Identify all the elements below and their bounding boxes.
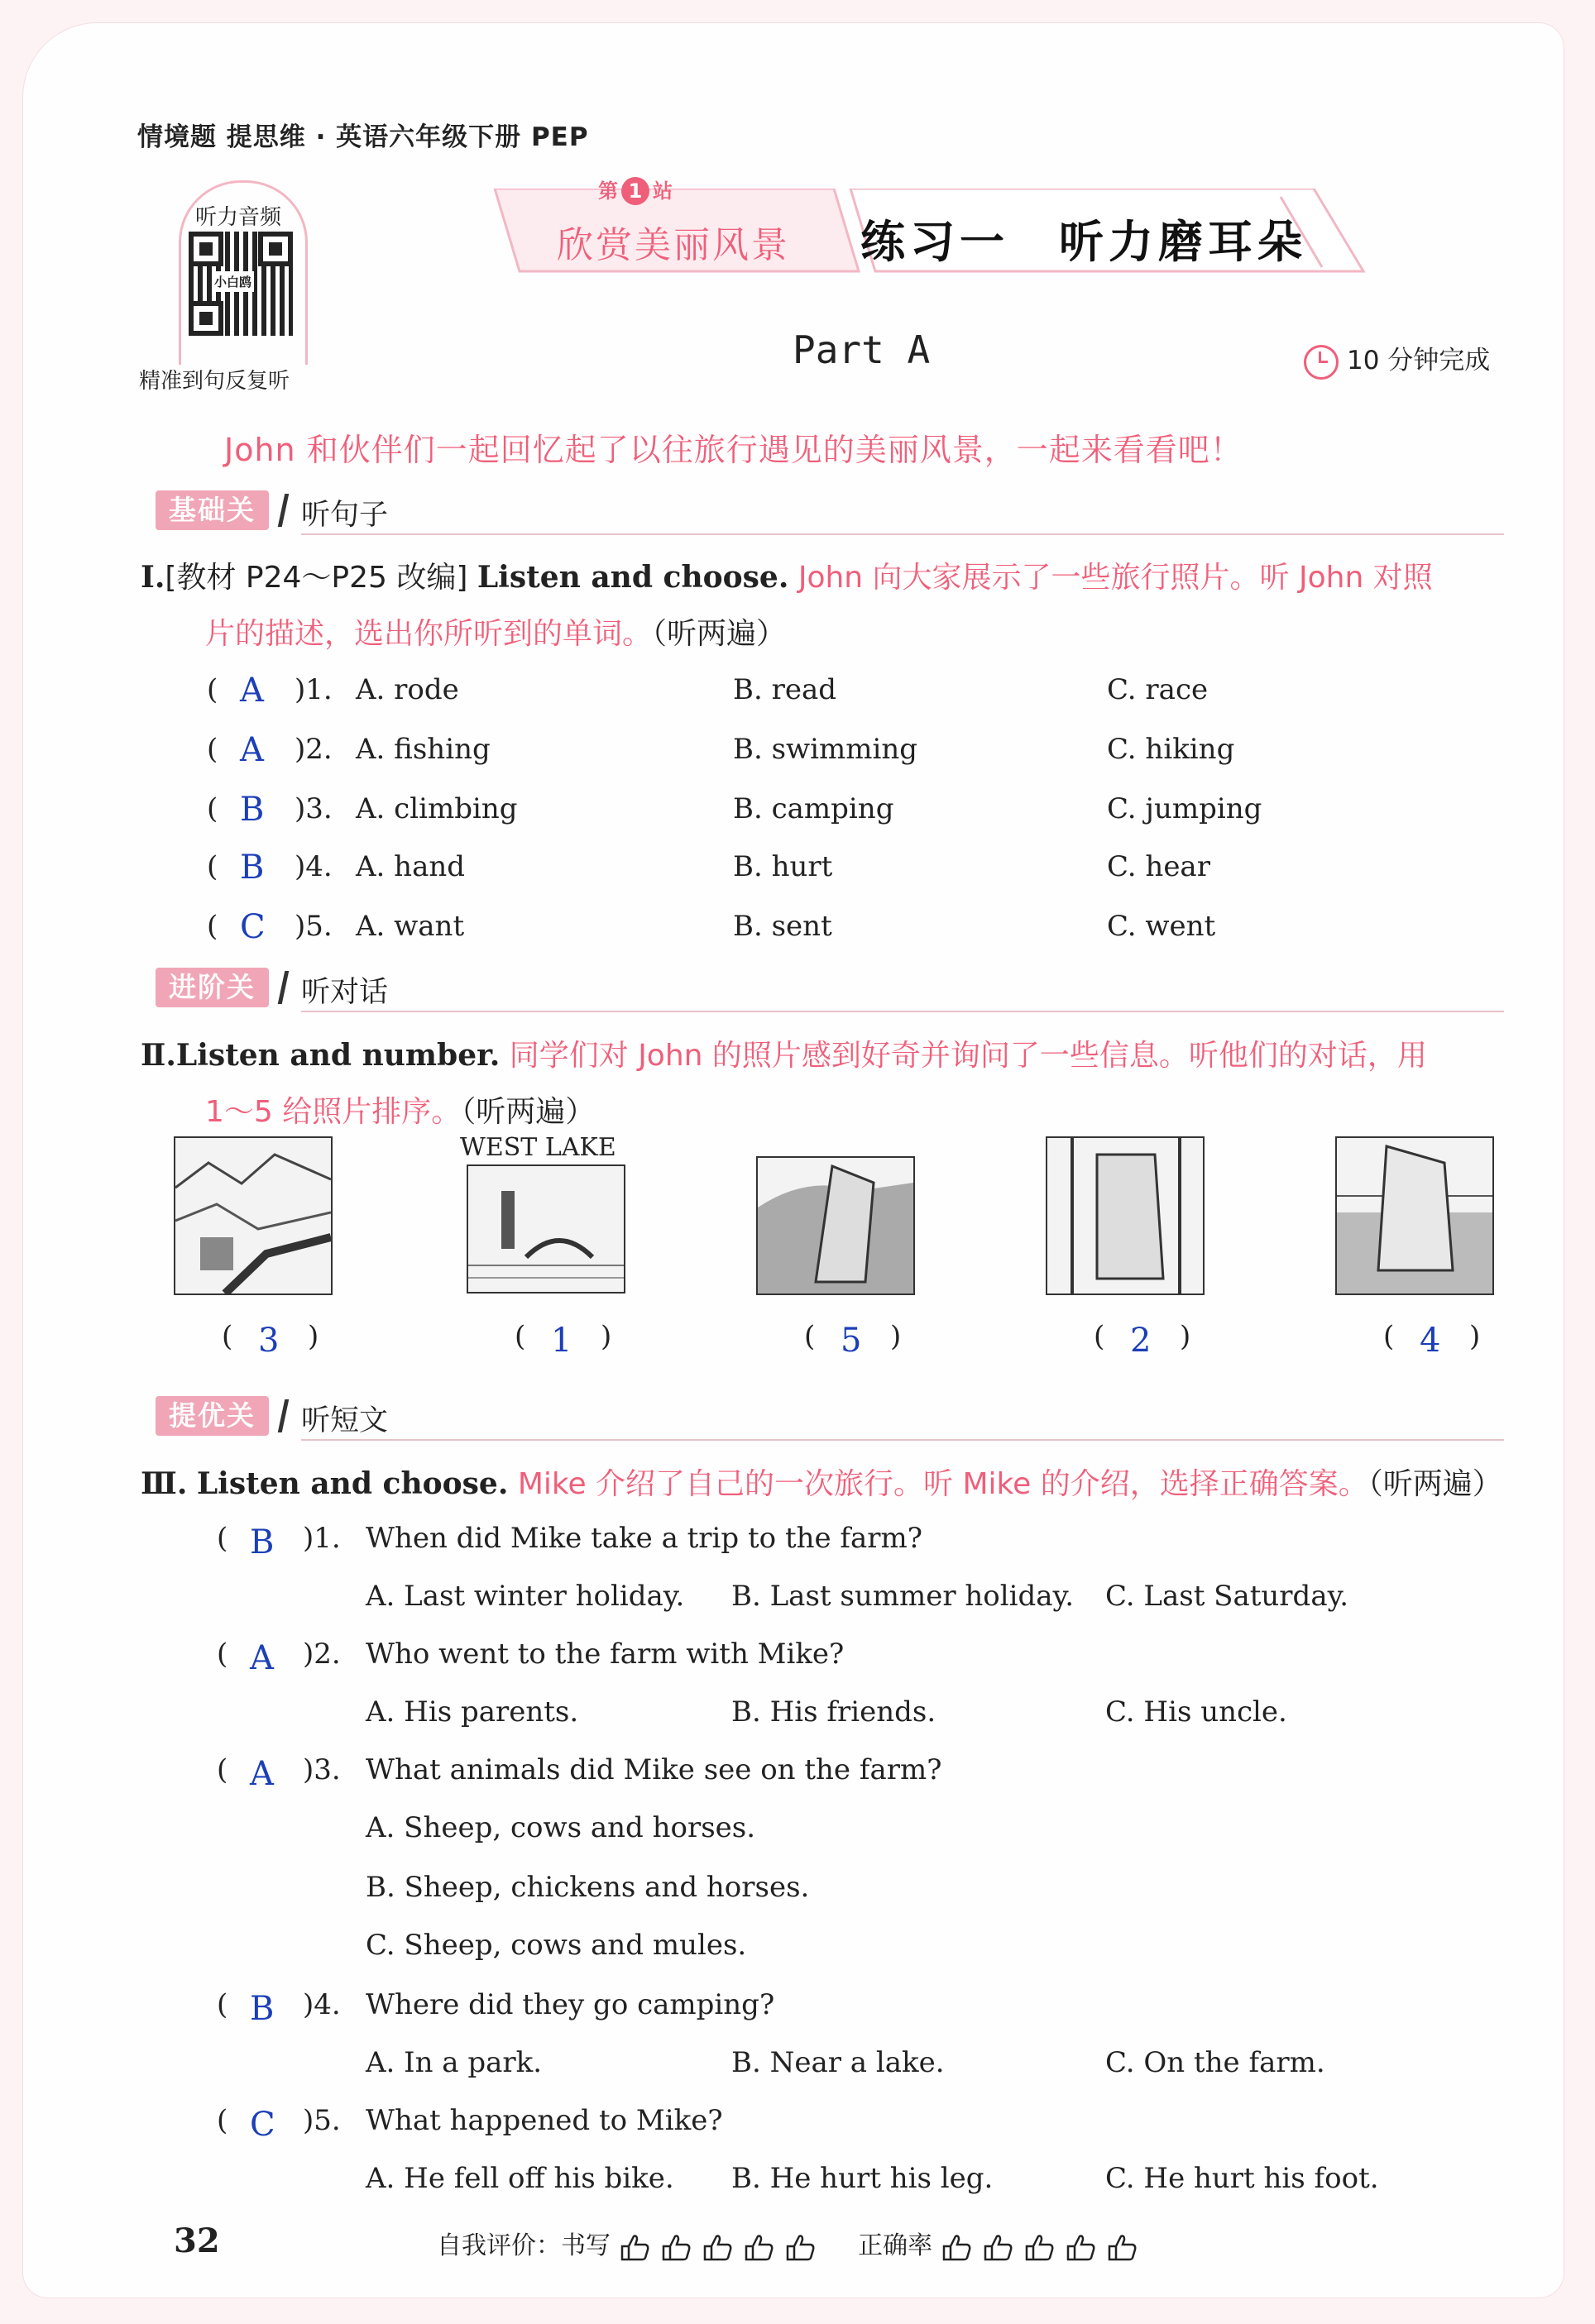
option-a: A. climbing xyxy=(356,792,518,825)
accuracy-rating[interactable] xyxy=(941,2231,1147,2260)
option-a: A. fishing xyxy=(356,733,491,766)
timer xyxy=(1304,339,1490,380)
answer-paren: ( xyxy=(217,1988,228,2021)
option-b: B. camping xyxy=(733,792,894,825)
option-a: A. Sheep, cows and horses. xyxy=(366,1811,756,1844)
answer-paren: ( xyxy=(217,2104,228,2137)
thumb-up-icon[interactable] xyxy=(784,2233,816,2261)
section-tag: 提优关 xyxy=(156,1396,269,1436)
number-paren-close: ) xyxy=(1180,1320,1191,1353)
part1-instruction: Ⅰ.[教材 P24～P25 改编] Listen and choose. John 向大家展示了一些旅行照片。听 John 对照 片的描述，选出你所听到的单词。（听两遍） xyxy=(141,560,1433,651)
thumb-up-icon[interactable] xyxy=(1065,2233,1096,2261)
option-b: B. swimming xyxy=(733,733,918,766)
option-b: B. read xyxy=(733,673,837,706)
qr-center-label: 小白鸥 xyxy=(212,271,254,292)
book-title: 情境题 提思维 · 英语六年级下册 PEP xyxy=(137,122,589,152)
alarm-clock-icon xyxy=(1304,345,1339,380)
option-a: A. His parents. xyxy=(366,1695,579,1729)
number-paren-close: ) xyxy=(308,1320,319,1353)
question-number: )1. xyxy=(303,1522,341,1555)
question-number: )4. xyxy=(303,1988,341,2021)
answer-paren: ( xyxy=(207,733,218,766)
option-a: A. Last winter holiday. xyxy=(366,1580,685,1613)
question-number: )2. xyxy=(295,733,333,766)
question-number: )1. xyxy=(295,673,333,706)
option-c: C. went xyxy=(1107,910,1216,943)
option-b: B. He hurt his leg. xyxy=(731,2162,994,2195)
accuracy-label: 正确率 xyxy=(858,2231,933,2260)
answer-paren: ( xyxy=(217,1522,228,1555)
answer-paren: ( xyxy=(207,850,218,883)
question-text: What happened to Mike? xyxy=(366,2104,723,2137)
answer-letter[interactable]: B xyxy=(240,849,265,887)
qr-bottom-label: 精准到句反复听 xyxy=(139,369,290,394)
answer-paren: ( xyxy=(207,792,218,825)
sword-rock-photo xyxy=(756,1156,915,1295)
question-number: )3. xyxy=(295,792,333,825)
option-a: A. He fell off his bike. xyxy=(366,2162,674,2195)
number-paren-open: ( xyxy=(515,1320,526,1353)
answer-letter[interactable]: C xyxy=(250,2106,275,2144)
question-text: Who went to the farm with Mike? xyxy=(366,1638,845,1671)
qinghai-lake-photo xyxy=(1335,1136,1494,1295)
section-header-basic xyxy=(156,490,1504,533)
question-number: )3. xyxy=(303,1753,341,1786)
option-c: C. hiking xyxy=(1107,733,1235,766)
option-a: A. hand xyxy=(356,850,465,883)
option-c: C. On the farm. xyxy=(1105,2046,1325,2079)
answer-paren: ( xyxy=(217,1753,228,1786)
page-number: 32 xyxy=(174,2221,220,2260)
option-b: B. Near a lake. xyxy=(731,2046,945,2079)
answer-letter[interactable]: A xyxy=(250,1639,274,1677)
thumb-up-icon[interactable] xyxy=(702,2233,733,2261)
option-a: A. want xyxy=(356,910,465,943)
answer-paren: ( xyxy=(207,910,218,943)
section-name: 听句子 xyxy=(301,499,389,532)
answer-letter[interactable]: A xyxy=(240,672,264,710)
section-name: 听对话 xyxy=(301,976,389,1009)
station-badge: 第 1 站 xyxy=(598,175,673,205)
option-a: A. In a park. xyxy=(366,2046,543,2079)
qr-audio-block[interactable] xyxy=(139,180,338,395)
option-c: C. He hurt his foot. xyxy=(1105,2162,1379,2195)
great-wall-photo xyxy=(174,1136,333,1295)
section-name: 听短文 xyxy=(301,1404,389,1437)
thumb-up-icon[interactable] xyxy=(982,2233,1013,2261)
option-c: C. jumping xyxy=(1107,792,1262,825)
picture-number[interactable]: 4 xyxy=(1420,1322,1441,1360)
thumb-up-icon[interactable] xyxy=(1106,2233,1138,2261)
section-tag: 进阶关 xyxy=(156,968,269,1007)
answer-letter[interactable]: A xyxy=(250,1755,274,1793)
thumb-up-icon[interactable] xyxy=(743,2233,774,2261)
section-tag: 基础关 xyxy=(156,490,269,530)
part-title: Part A xyxy=(793,328,931,372)
banner-right-title: 练习一 听力磨耳朵 xyxy=(860,216,1307,268)
answer-letter[interactable]: B xyxy=(250,1523,275,1561)
option-c: C. Last Saturday. xyxy=(1105,1580,1349,1613)
number-paren-open: ( xyxy=(804,1320,816,1353)
thumb-up-icon[interactable] xyxy=(941,2233,972,2261)
thumb-up-icon[interactable] xyxy=(1023,2233,1055,2261)
section-header-excellent xyxy=(156,1396,1504,1439)
option-c: C. race xyxy=(1107,673,1209,706)
number-paren-open: ( xyxy=(1094,1320,1105,1353)
answer-letter[interactable]: A xyxy=(240,731,264,769)
picture-number[interactable]: 3 xyxy=(258,1322,280,1360)
banner-left-title: 欣赏美丽风景 xyxy=(557,224,790,266)
thumb-up-icon[interactable] xyxy=(619,2233,650,2261)
west-lake-label: WEST LAKE xyxy=(460,1133,616,1162)
part2-instruction: Ⅱ.Listen and number. 同学们对 John 的照片感到好奇并询问了一些信息。听他们的对话，用 1～5 给照片排序。（听两遍） xyxy=(141,1038,1427,1129)
intro-text: John 和伙伴们一起回忆起了以往旅行遇见的美丽风景，一起来看看吧！ xyxy=(224,432,1243,468)
part3-instruction: Ⅲ. Listen and choose. Mike 介绍了自己的一次旅行。听 Mike 的介绍，选择正确答案。（听两遍） xyxy=(141,1466,1502,1501)
answer-letter[interactable]: B xyxy=(250,1990,275,2028)
section-header-advanced xyxy=(156,968,1504,1011)
question-number: )5. xyxy=(303,2104,341,2137)
timer-label: 10 分钟完成 xyxy=(1347,346,1491,375)
workbook-page xyxy=(23,23,1564,2298)
writing-rating[interactable] xyxy=(619,2231,826,2260)
question-text: When did Mike take a trip to the farm? xyxy=(366,1522,923,1555)
option-b: B. His friends. xyxy=(731,1695,936,1729)
number-paren-close: ) xyxy=(601,1320,612,1353)
question-text: What animals did Mike see on the farm? xyxy=(366,1753,942,1786)
option-c: C. hear xyxy=(1107,850,1210,883)
answer-letter[interactable]: C xyxy=(240,908,266,946)
thumb-up-icon[interactable] xyxy=(660,2233,692,2261)
answer-paren: ( xyxy=(207,673,218,706)
number-paren-close: ) xyxy=(890,1320,902,1353)
number-paren-close: ) xyxy=(1469,1320,1481,1353)
answer-letter[interactable]: B xyxy=(240,791,265,829)
question-number: )4. xyxy=(295,850,333,883)
question-number: )2. xyxy=(303,1638,341,1671)
option-c: C. His uncle. xyxy=(1105,1695,1287,1729)
option-b: B. Sheep, chickens and horses. xyxy=(366,1871,810,1904)
picture-number[interactable]: 2 xyxy=(1130,1322,1152,1360)
self-eval-label: 自我评价：书写 xyxy=(437,2231,611,2260)
qr-top-label: 听力音频 xyxy=(194,205,281,230)
picture-number[interactable]: 5 xyxy=(841,1322,862,1360)
grape-valley-photo xyxy=(1046,1136,1205,1295)
option-b: B. Last summer holiday. xyxy=(731,1580,1075,1613)
picture-number[interactable]: 1 xyxy=(551,1322,572,1360)
number-paren-open: ( xyxy=(1383,1320,1395,1353)
option-b: B. sent xyxy=(733,910,832,943)
question-text: Where did they go camping? xyxy=(366,1988,775,2021)
west-lake-photo xyxy=(467,1164,625,1294)
option-c: C. Sheep, cows and mules. xyxy=(366,1929,747,1962)
self-evaluation xyxy=(437,2225,1147,2261)
number-paren-open: ( xyxy=(222,1320,233,1353)
option-b: B. hurt xyxy=(733,850,833,883)
option-a: A. rode xyxy=(356,673,459,706)
question-number: )5. xyxy=(295,910,333,943)
answer-paren: ( xyxy=(217,1638,228,1671)
